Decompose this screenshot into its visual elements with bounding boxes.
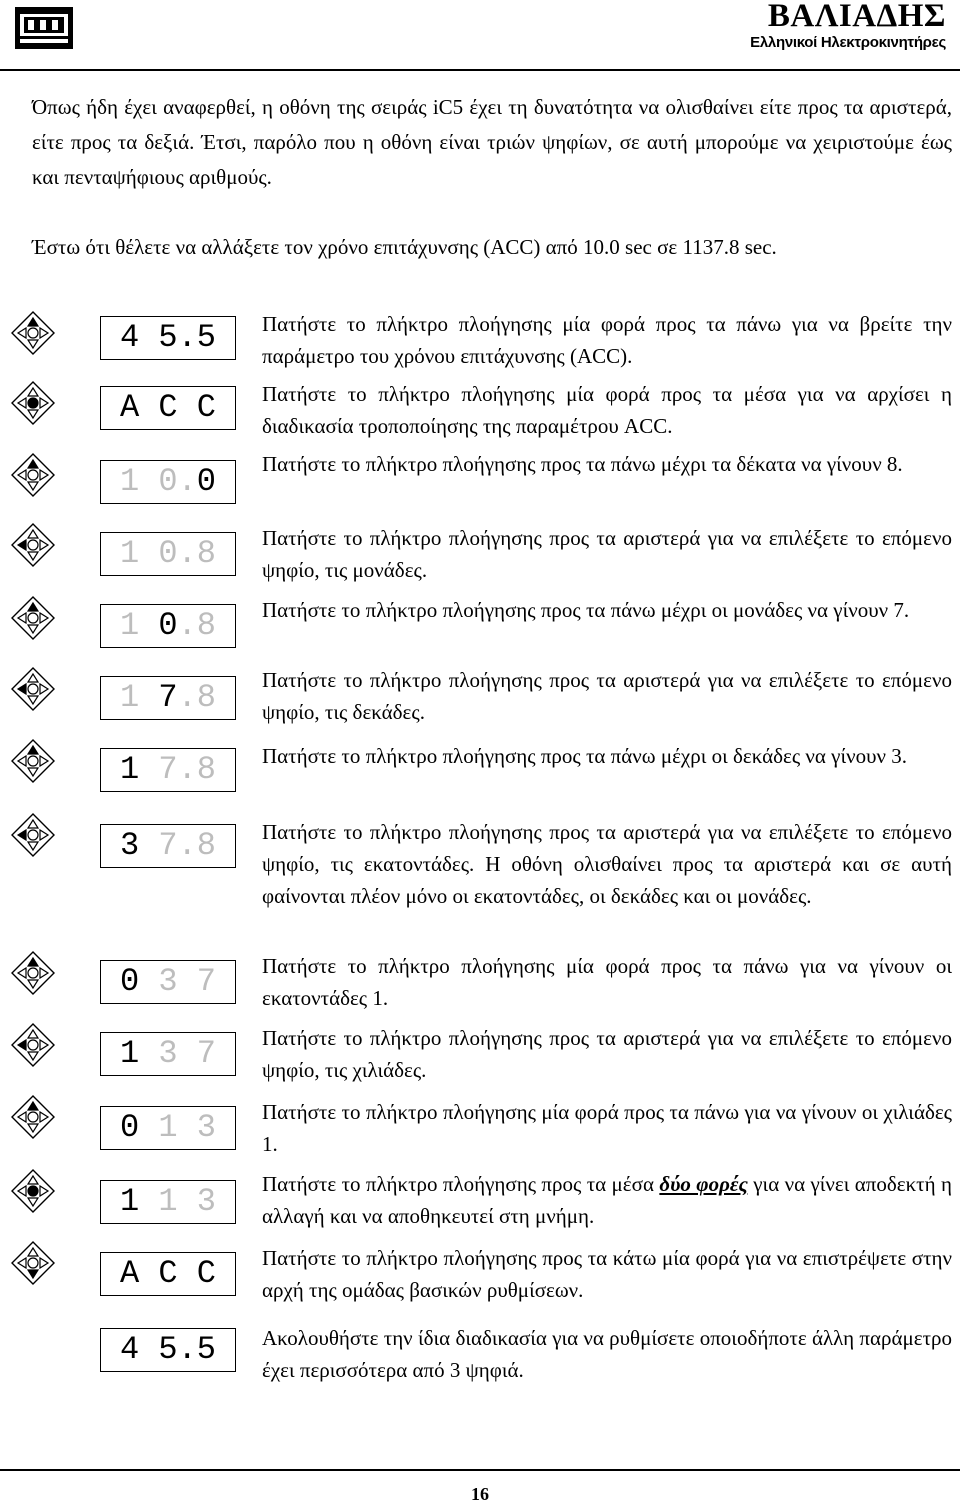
nav-key-up-icon	[10, 738, 56, 784]
key-arrow-left	[18, 470, 26, 480]
step-instruction: Πατήστε το πλήκτρο πλοήγησης μία φορά προς τα πάνω για να βρείτε την παράμετρο του χρόνου επιτάχυνσης (ACC).	[262, 312, 952, 368]
page-number: 16	[471, 1484, 489, 1504]
lcd-display	[100, 960, 236, 1004]
lcd-digit: 1	[119, 463, 140, 500]
key-arrow-left	[18, 1040, 26, 1050]
lcd-digit: C	[158, 1255, 178, 1292]
key-arrow-up	[28, 1030, 38, 1038]
lcd-digit: 8	[196, 607, 216, 644]
step-instruction: Πατήστε το πλήκτρο πλοήγησης μία φορά προς τα μέσα για να αρχίσει η διαδικασία τροποποίησης της παραμέτρου ACC.	[262, 382, 952, 438]
key-arrow-up	[28, 746, 38, 754]
key-arrow-up	[28, 318, 38, 326]
lcd-digit: .	[177, 1331, 197, 1368]
key-arrow-down	[28, 1198, 38, 1206]
lcd-display	[100, 386, 236, 430]
key-arrow-right	[40, 398, 48, 408]
lcd-digit: 3	[158, 1035, 178, 1072]
nav-key-left-icon	[10, 1022, 56, 1068]
key-arrow-up	[28, 1248, 38, 1256]
nav-key-up-icon	[10, 310, 56, 356]
key-center	[28, 1258, 38, 1268]
lcd-digit: 5	[158, 319, 178, 356]
key-arrow-down	[28, 980, 38, 988]
key-arrow-up	[28, 603, 38, 611]
key-arrow-down	[28, 1270, 38, 1278]
lcd-digit: 8	[196, 751, 216, 788]
lcd-display	[100, 604, 236, 648]
step-instruction: Πατήστε το πλήκτρο πλοήγησης μία φορά προς τα πάνω για να γίνουν οι χιλιάδες 1.	[262, 1100, 952, 1156]
lcd-digit: .	[177, 679, 197, 716]
brand-block	[750, 0, 946, 50]
lcd-digit: A	[119, 389, 140, 426]
key-arrow-down	[28, 696, 38, 704]
lcd-digit: C	[196, 1255, 216, 1292]
lcd-display	[100, 824, 236, 868]
key-center	[28, 830, 38, 840]
key-arrow-right	[40, 968, 48, 978]
lcd-digit: 5	[158, 1331, 178, 1368]
key-arrow-left	[18, 613, 26, 623]
key-arrow-right	[40, 1040, 48, 1050]
key-arrow-up	[28, 1176, 38, 1184]
step-instruction: Πατήστε το πλήκτρο πλοήγησης προς τα αριστερά για να επιλέξετε το επόμενο ψηφίο, τις δεκάδες.	[262, 668, 952, 724]
footer-divider	[0, 1469, 960, 1471]
step-instruction: Πατήστε το πλήκτρο πλοήγησης προς τα αριστερά για να επιλέξετε το επόμενο ψηφίο, τις χιλιάδες.	[262, 1026, 952, 1082]
lcd-digit: 1	[119, 679, 140, 716]
lcd-digit: .	[177, 751, 197, 788]
key-center	[28, 613, 38, 623]
lcd-display	[100, 1252, 236, 1296]
step-instruction: Πατήστε το πλήκτρο πλοήγησης προς τα κάτω μία φορά για να επιστρέψετε στην αρχή της ομάδας βασικών ρυθμίσεων.	[262, 1246, 952, 1302]
lcd-digit: .	[177, 607, 197, 644]
step-instruction: Πατήστε το πλήκτρο πλοήγησης προς τα πάνω μέχρι οι μονάδες να γίνουν 7.	[262, 598, 910, 622]
key-arrow-right	[40, 613, 48, 623]
lcd-display	[100, 316, 236, 360]
intro-text-1: Όπως ήδη έχει αναφερθεί, η οθόνη της σειράς iC5 έχει τη δυνατότητα να ολισθαίνει είτε προς τα αριστερά, είτε προς τα δεξιά. Έτσι, παρόλο που η οθόνη είναι τριών ψηφίων, σε αυτή μπορούμε να χειριστούμε έως και πενταψήφιους αριθμούς.	[32, 95, 952, 189]
lcd-digit: 3	[158, 963, 178, 1000]
lcd-display	[100, 748, 236, 792]
lcd-digit: 1	[119, 535, 140, 572]
key-arrow-up	[28, 388, 38, 396]
lcd-digit: 7	[158, 679, 178, 716]
lcd-digit: .	[177, 319, 197, 356]
step-instruction: Πατήστε το πλήκτρο πλοήγησης μία φορά προς τα πάνω για να γίνουν οι εκατοντάδες 1.	[262, 954, 952, 1010]
lcd-digit: .	[177, 827, 197, 864]
lcd-digit: 1	[119, 1183, 140, 1220]
lcd-display	[100, 1106, 236, 1150]
key-arrow-left	[18, 1112, 26, 1122]
lcd-digit: 3	[119, 827, 140, 864]
key-center	[28, 328, 38, 338]
lcd-display	[100, 1180, 236, 1224]
intro-paragraph-1	[4, 90, 952, 195]
lcd-digit: .	[177, 535, 197, 572]
key-arrow-right	[40, 1112, 48, 1122]
key-arrow-left	[18, 968, 26, 978]
header-divider	[0, 69, 960, 71]
lcd-digit: 4	[119, 1331, 140, 1368]
company-logo	[14, 6, 74, 50]
key-center	[28, 540, 38, 550]
key-arrow-left	[18, 1258, 26, 1268]
key-arrow-left	[18, 328, 26, 338]
lcd-display	[100, 460, 236, 504]
brand-name: ΒΑΛΙΑΔΗΣ	[767, 0, 946, 34]
key-arrow-left	[18, 830, 26, 840]
key-arrow-down	[28, 1124, 38, 1132]
nav-key-up-icon	[10, 950, 56, 996]
lcd-digit: 7	[196, 963, 216, 1000]
key-arrow-up	[28, 530, 38, 538]
lcd-display	[100, 1032, 236, 1076]
step-instruction: Πατήστε το πλήκτρο πλοήγησης προς τα μέσα δύο φορές για να γίνει αποδεκτή η αλλαγή και να αποθηκευτεί στη μνήμη.	[262, 1172, 952, 1228]
key-arrow-right	[40, 540, 48, 550]
key-arrow-down	[28, 340, 38, 348]
nav-key-left-icon	[10, 522, 56, 568]
key-arrow-right	[40, 830, 48, 840]
key-arrow-up	[28, 820, 38, 828]
lcd-digit: 0	[158, 607, 178, 644]
key-arrow-down	[28, 842, 38, 850]
key-arrow-right	[40, 684, 48, 694]
key-arrow-down	[28, 768, 38, 776]
lcd-digit: 0	[158, 463, 178, 500]
key-center	[28, 1186, 38, 1196]
key-arrow-down	[28, 482, 38, 490]
key-center	[28, 1040, 38, 1050]
nav-key-center-icon	[10, 1168, 56, 1214]
lcd-digit: 1	[119, 1035, 140, 1072]
lcd-digit: C	[196, 389, 216, 426]
nav-key-left-icon	[10, 812, 56, 858]
key-arrow-up	[28, 958, 38, 966]
lcd-digit: 7	[158, 751, 178, 788]
key-center	[28, 684, 38, 694]
emphasis-text: δύο φορές	[659, 1172, 748, 1196]
brand-tagline: Ελληνικοί Ηλεκτροκινητήρες	[750, 34, 946, 51]
key-arrow-up	[28, 674, 38, 682]
lcd-display	[100, 1328, 236, 1372]
intro-paragraph-2	[4, 230, 952, 265]
step-instruction: Πατήστε το πλήκτρο πλοήγησης προς τα αριστερά για να επιλέξετε το επόμενο ψηφίο, τις εκατοντάδες. Η οθόνη ολισθαίνει προς τα αριστερά και σε αυτή φαίνονται πλέον μόνο οι εκατοντάδες, οι δεκάδες και οι μονάδες.	[262, 820, 952, 908]
key-arrow-right	[40, 470, 48, 480]
lcd-digit: 3	[196, 1109, 216, 1146]
nav-key-up-icon	[10, 452, 56, 498]
key-center	[28, 398, 38, 408]
lcd-display	[100, 532, 236, 576]
lcd-digit: 1	[119, 607, 140, 644]
lcd-digit: .	[177, 463, 197, 500]
key-center	[28, 968, 38, 978]
lcd-digit: 7	[158, 827, 178, 864]
lcd-display	[100, 676, 236, 720]
key-arrow-left	[18, 540, 26, 550]
key-arrow-left	[18, 398, 26, 408]
key-arrow-right	[40, 756, 48, 766]
key-arrow-down	[28, 552, 38, 560]
lcd-digit: 0	[119, 963, 140, 1000]
nav-key-up-icon	[10, 595, 56, 641]
lcd-digit: 8	[196, 535, 216, 572]
step-instruction: Πατήστε το πλήκτρο πλοήγησης προς τα πάνω μέχρι τα δέκατα να γίνουν 8.	[262, 452, 903, 476]
lcd-digit: 3	[196, 1183, 216, 1220]
key-arrow-up	[28, 1102, 38, 1110]
key-arrow-down	[28, 1052, 38, 1060]
lcd-digit: 5	[196, 1331, 216, 1368]
key-arrow-down	[28, 410, 38, 418]
lcd-digit: 0	[119, 1109, 140, 1146]
lcd-digit: 4	[119, 319, 140, 356]
key-center	[28, 470, 38, 480]
lcd-digit: 7	[196, 1035, 216, 1072]
lcd-digit: A	[119, 1255, 140, 1292]
lcd-digit: 1	[158, 1183, 178, 1220]
intro-text-2: Έστω ότι θέλετε να αλλάξετε τον χρόνο επιτάχυνσης (ACC) από 10.0 sec σε 1137.8 sec.	[32, 235, 777, 259]
lcd-digit: 1	[119, 751, 140, 788]
lcd-digit: 8	[196, 679, 216, 716]
key-arrow-left	[18, 756, 26, 766]
lcd-digit: 0	[196, 463, 216, 500]
key-arrow-down	[28, 625, 38, 633]
nav-key-up-icon	[10, 1094, 56, 1140]
nav-key-center-icon	[10, 380, 56, 426]
lcd-digit: 5	[196, 319, 216, 356]
nav-key-left-icon	[10, 666, 56, 712]
key-center	[28, 756, 38, 766]
lcd-digit: 1	[158, 1109, 178, 1146]
key-arrow-left	[18, 684, 26, 694]
nav-key-down-icon	[10, 1240, 56, 1286]
key-arrow-right	[40, 1186, 48, 1196]
key-arrow-right	[40, 1258, 48, 1268]
key-arrow-right	[40, 328, 48, 338]
key-arrow-left	[18, 1186, 26, 1196]
step-instruction: Ακολουθήστε την ίδια διαδικασία για να ρυθμίσετε οποιοδήποτε άλλη παράμετρο έχει περισσότερα από 3 ψηφιά.	[262, 1326, 952, 1382]
key-center	[28, 1112, 38, 1122]
step-instruction: Πατήστε το πλήκτρο πλοήγησης προς τα αριστερά για να επιλέξετε το επόμενο ψηφίο, τις μονάδες.	[262, 526, 952, 582]
lcd-digit: C	[158, 389, 178, 426]
lcd-digit: 0	[158, 535, 178, 572]
lcd-digit: 8	[196, 827, 216, 864]
step-instruction: Πατήστε το πλήκτρο πλοήγησης προς τα πάνω μέχρι οι δεκάδες να γίνουν 3.	[262, 744, 907, 768]
key-arrow-up	[28, 460, 38, 468]
